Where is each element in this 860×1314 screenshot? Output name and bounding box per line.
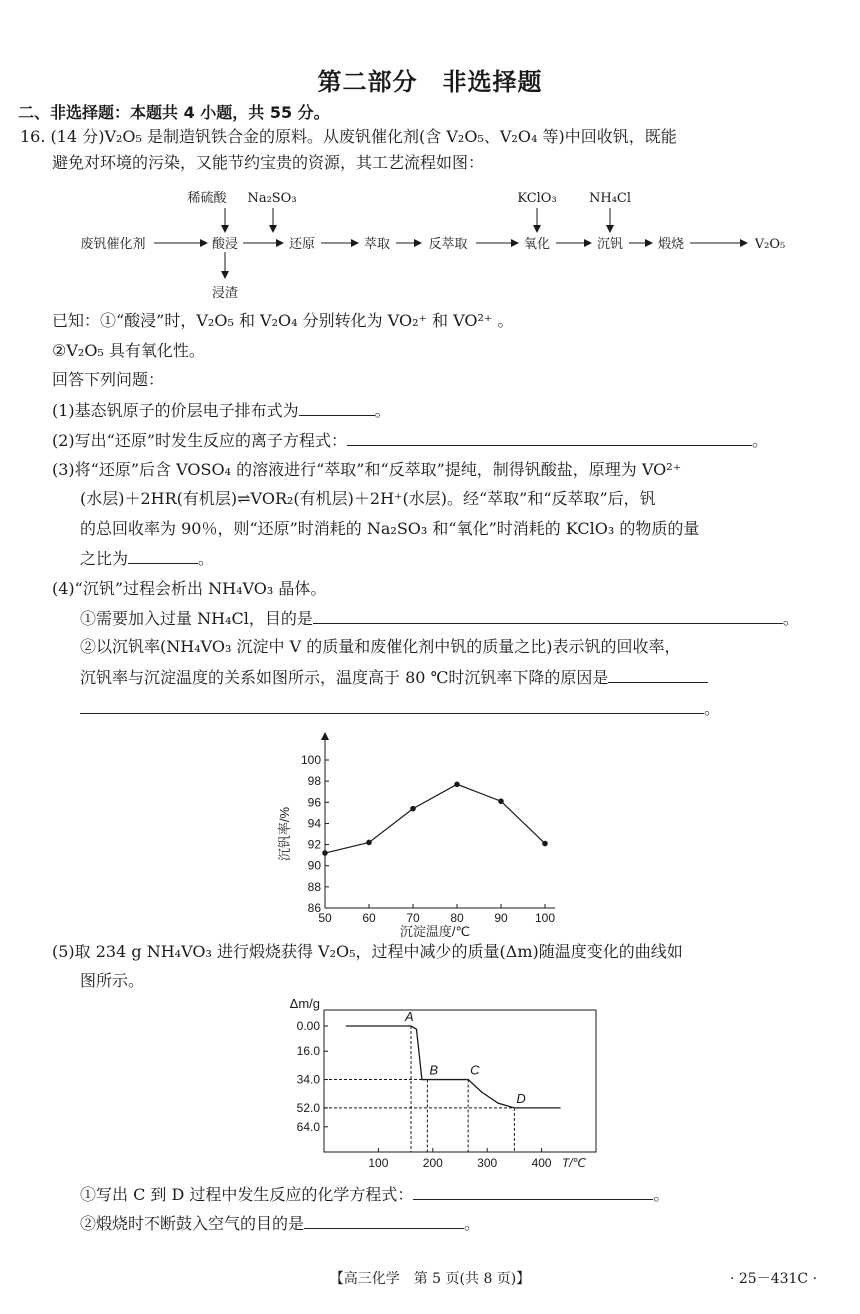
q16-intro-1: 16. (14 分)V₂O₅ 是制造钒铁合金的原料。从废钒催化剂(含 V₂O₅、V₂O₄ 等)中回收钒，既能 [20, 127, 677, 146]
answer-blank-4-1[interactable] [313, 607, 783, 624]
y-tick-label: 100 [300, 753, 321, 767]
x-tick-label: 70 [406, 911, 420, 925]
question-4: (4)“沉钒”过程会析出 NH₄VO₃ 晶体。 [52, 579, 327, 598]
question-4-2-line-3: 。 [80, 697, 720, 720]
mass-loss-curve [346, 1026, 561, 1108]
point-label: A [405, 1009, 414, 1024]
question-5-a: ①写出 C 到 D 过程中发生反应的化学方程式： 。 [80, 1185, 670, 1204]
process-flow-diagram [40, 182, 820, 302]
page-title: 第二部分 非选择题 [317, 68, 543, 96]
answer-prompt: 回答下列问题： [52, 370, 165, 389]
answer-blank-3[interactable] [128, 547, 198, 564]
question-5-b: ②煅烧时不断鼓入空气的目的是 。 [80, 1214, 481, 1233]
rate-data-point [542, 841, 548, 847]
step-oxidize: 氧化 [523, 237, 551, 252]
y-tick-label: 88 [307, 879, 321, 894]
x-tick-label: 200 [422, 1156, 443, 1170]
x-axis-label: 沉淀温度/℃ [399, 924, 471, 938]
y-axis-arrow [321, 732, 329, 740]
x-tick-label: 80 [450, 911, 464, 925]
plot-frame [324, 1010, 596, 1152]
answer-blank-4-2b[interactable] [80, 697, 704, 714]
reagent-reduce: Na₂SO₃ [247, 191, 297, 206]
section-header: 二、非选择题：本题共 4 小题，共 55 分。 [18, 103, 330, 122]
q16-intro-2: 避免对环境的污染，又能节约宝贵的资源，其工艺流程如图： [52, 153, 485, 172]
answer-blank-1[interactable] [299, 399, 375, 416]
y-tick-label: 16.0 [296, 1044, 320, 1059]
x-tick-label: 50 [318, 911, 332, 925]
x-tick-label: 100 [368, 1156, 389, 1170]
step-acid-leach: 酸浸 [211, 237, 239, 252]
question-5-line-2: 图所示。 [80, 971, 145, 990]
rate-data-point [366, 840, 372, 846]
point-label: B [429, 1062, 439, 1078]
answer-blank-5-a[interactable] [413, 1183, 653, 1200]
step-waste-catalyst: 废钒催化剂 [80, 237, 146, 252]
rate-series-line [325, 784, 545, 853]
rate-data-point [454, 782, 460, 788]
y-tick-label: 92 [307, 837, 321, 852]
point-label: D [516, 1090, 526, 1106]
question-5-line-1: (5)取 234 g NH₄VO₃ 进行煅烧获得 V₂O₅，过程中减少的质量(Δm)随温度变化的曲线如 [52, 942, 683, 961]
y-tick-label: 90 [307, 858, 321, 873]
question-3-line-2: (水层)＋2HR(有机层)⇌VOR₂(有机层)＋2H⁺(水层)。经“萃取”和“反萃取”后，钒 [80, 489, 656, 508]
y-tick-label: 34.0 [296, 1072, 320, 1087]
answer-blank-4-2a[interactable] [608, 666, 708, 683]
question-3-line-4: 之比为 。 [80, 549, 215, 568]
step-calcine: 煅烧 [657, 237, 685, 252]
question-1: (1)基态钒原子的价层电子排布式为 。 [52, 401, 391, 420]
footer-code: · 25－431C · [730, 1271, 818, 1287]
y-tick-label: 0.00 [296, 1019, 320, 1033]
step-precipitate: 沉钒 [596, 237, 624, 252]
y-tick-label: 86 [307, 901, 321, 915]
mass-loss-chart [276, 996, 606, 1178]
step-product: V₂O₅ [754, 237, 786, 252]
known-2: ②V₂O₅ 具有氧化性。 [52, 341, 205, 360]
x-tick-label: 100 [534, 911, 556, 925]
rate-data-point [498, 798, 504, 804]
x-tick-label: 400 [531, 1156, 552, 1170]
question-3-line-1: (3)将“还原”后含 VOSO₄ 的溶液进行“萃取”和“反萃取”提纯，制得钒酸盐，原理为 VO²⁺ [52, 460, 682, 479]
x-tick-label: 300 [477, 1156, 498, 1170]
y-tick-label: 52.0 [296, 1100, 320, 1115]
y-axis-label: Δm/g [289, 996, 320, 1011]
point-label: C [470, 1062, 480, 1078]
x-axis-label: T/℃ [561, 1156, 587, 1170]
footer-page-info: 【高三化学 第 5 页(共 8 页)】 [329, 1271, 531, 1287]
step-extract: 萃取 [363, 237, 391, 252]
y-axis-label: 沉钒率/% [277, 806, 292, 862]
residue-label: 浸渣 [211, 286, 239, 301]
question-4-2-line-1: ②以沉钒率(NH₄VO₃ 沉淀中 V 的质量和废催化剂中钒的质量之比)表示钒的回收率， [80, 637, 681, 656]
step-back-extract: 反萃取 [428, 237, 468, 252]
question-3-line-3: 的总回收率为 90％，则“还原”时消耗的 Na₂SO₃ 和“氧化”时消耗的 KClO₃ 的物质的量 [80, 519, 700, 538]
answer-blank-2[interactable] [347, 429, 752, 446]
reagent-acid: 稀硫酸 [187, 191, 227, 206]
precipitation-rate-chart [270, 728, 570, 938]
question-4-1: ①需要加入过量 NH₄Cl，目的是 。 [80, 609, 799, 628]
y-tick-label: 94 [307, 816, 321, 831]
reagent-oxidize: KClO₃ [517, 191, 557, 206]
x-tick-label: 90 [494, 911, 508, 925]
y-tick-label: 96 [307, 795, 321, 810]
step-reduce: 还原 [288, 237, 316, 252]
rate-data-point [410, 806, 416, 812]
y-tick-label: 64.0 [296, 1119, 320, 1134]
known-1: 已知：①“酸浸”时，V₂O₅ 和 V₂O₄ 分别转化为 VO₂⁺ 和 VO²⁺ 。 [52, 311, 514, 330]
answer-blank-5-b[interactable] [304, 1212, 464, 1229]
question-4-2-line-2: 沉钒率与沉淀温度的关系如图所示，温度高于 80 ℃时沉钒率下降的原因是 [80, 666, 708, 689]
question-2: (2)写出“还原”时发生反应的离子方程式： 。 [52, 431, 769, 450]
y-tick-label: 98 [307, 774, 321, 789]
reagent-precip: NH₄Cl [588, 191, 632, 206]
rate-data-point [322, 850, 328, 856]
x-tick-label: 60 [362, 911, 376, 925]
